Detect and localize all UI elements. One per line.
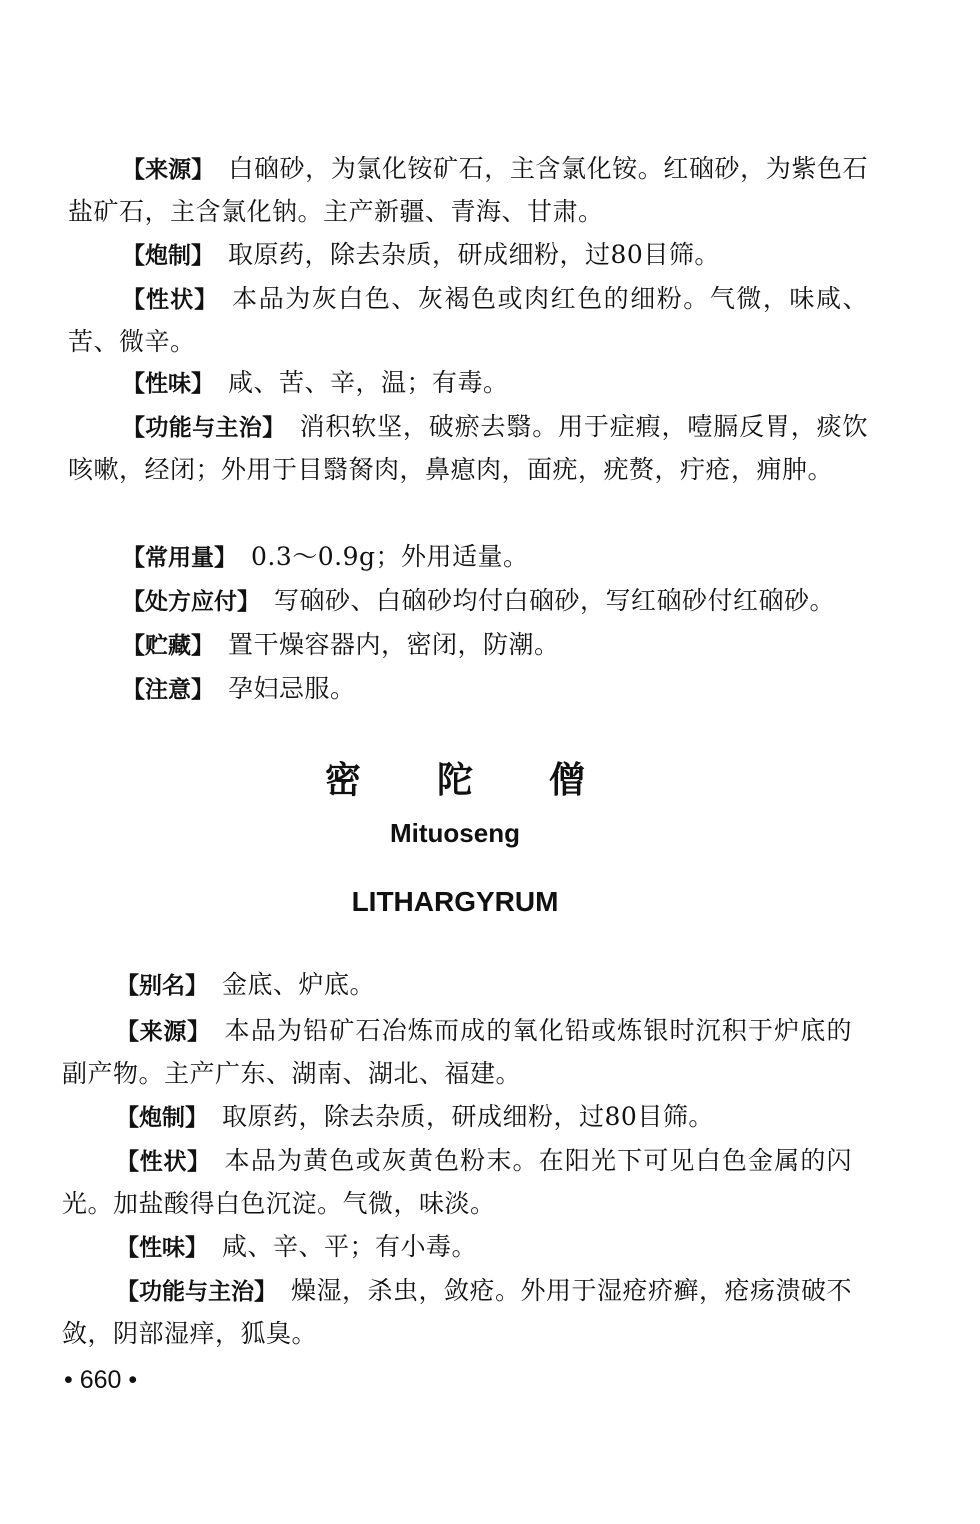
section-label: 【性状】 xyxy=(122,287,219,313)
paragraph-flavor xyxy=(62,1226,852,1269)
entry-title-latin: LITHARGYRUM xyxy=(351,886,559,917)
section-label: 【处方应付】 xyxy=(122,589,260,615)
entry-title-chinese: 密陀僧 xyxy=(324,760,661,801)
section-text: 咸、辛、平；有小毒。 xyxy=(222,1232,478,1261)
paragraph-dispensing xyxy=(68,580,868,623)
section-label: 【性味】 xyxy=(122,371,214,397)
section-text: 孕妇忌服。 xyxy=(228,674,356,703)
section-text: 置干燥容器内，密闭，防潮。 xyxy=(228,630,560,659)
paragraph-description xyxy=(68,278,868,363)
section-label: 【贮藏】 xyxy=(122,633,214,659)
paragraph-indications xyxy=(68,406,868,491)
section-label: 【来源】 xyxy=(116,1019,211,1045)
section-text: 本品为灰白色、灰褐色或肉红色的细粉。气微，味咸、苦、微辛。 xyxy=(68,284,868,356)
paragraph-processing xyxy=(68,234,868,277)
section-text: 白硇砂，为氯化铵矿石，主含氯化铵。红硇砂，为紫色石盐矿石，主含氯化钠。主产新疆、青海、甘肃。 xyxy=(68,154,868,226)
section-text: 写硇砂、白硇砂均付白硇砂，写红硇砂付红硇砂。 xyxy=(274,586,836,615)
section-label: 【别名】 xyxy=(116,973,208,999)
section-label: 【来源】 xyxy=(122,157,215,183)
paragraph-flavor xyxy=(68,362,868,405)
paragraph-indications xyxy=(62,1270,852,1355)
section-label: 【功能与主治】 xyxy=(116,1279,277,1305)
paragraph-caution xyxy=(68,668,868,711)
section-label: 【性味】 xyxy=(116,1235,208,1261)
section-label: 【性状】 xyxy=(116,1149,211,1175)
section-label: 【注意】 xyxy=(122,677,214,703)
section-text: 取原药，除去杂质，研成细粉，过80目筛。 xyxy=(222,1102,714,1131)
section-text: 燥湿，杀虫，敛疮。外用于湿疮疥癣，疮疡溃破不敛，阴部湿痒，狐臭。 xyxy=(62,1276,853,1348)
page-number: • 660 • xyxy=(64,1366,138,1394)
paragraph-source xyxy=(68,148,868,233)
paragraph-processing xyxy=(62,1096,852,1139)
section-label: 【功能与主治】 xyxy=(122,415,286,441)
section-text: 取原药，除去杂质，研成细粉，过80目筛。 xyxy=(228,240,720,269)
section-text: 本品为黄色或灰黄色粉末。在阳光下可见白色金属的闪光。加盐酸得白色沉淀。气微，味淡。 xyxy=(62,1146,852,1218)
section-text: 金底、炉底。 xyxy=(222,970,376,999)
paragraph-source xyxy=(62,1010,852,1095)
paragraph-dosage xyxy=(68,536,868,579)
section-text: 咸、苦、辛，温；有毒。 xyxy=(228,368,509,397)
section-label: 【常用量】 xyxy=(122,545,237,571)
paragraph-alias xyxy=(62,964,852,1007)
section-text: 本品为铅矿石冶炼而成的氧化铅或炼银时沉积于炉底的副产物。主产广东、湖南、湖北、福建。 xyxy=(62,1016,852,1088)
section-label: 【炮制】 xyxy=(122,243,214,269)
entry-title-pinyin: Mituoseng xyxy=(390,818,520,848)
paragraph-storage xyxy=(68,624,868,667)
paragraph-description xyxy=(62,1140,852,1225)
section-text: 消积软坚，破瘀去翳。用于症瘕，噎膈反胃，痰饮咳嗽，经闭；外用于目翳胬肉，鼻瘜肉，面疣，疣赘，疔疮，痈肿。 xyxy=(68,412,868,484)
section-label: 【炮制】 xyxy=(116,1105,208,1131)
section-text: 0.3～0.9g；外用适量。 xyxy=(251,542,529,571)
